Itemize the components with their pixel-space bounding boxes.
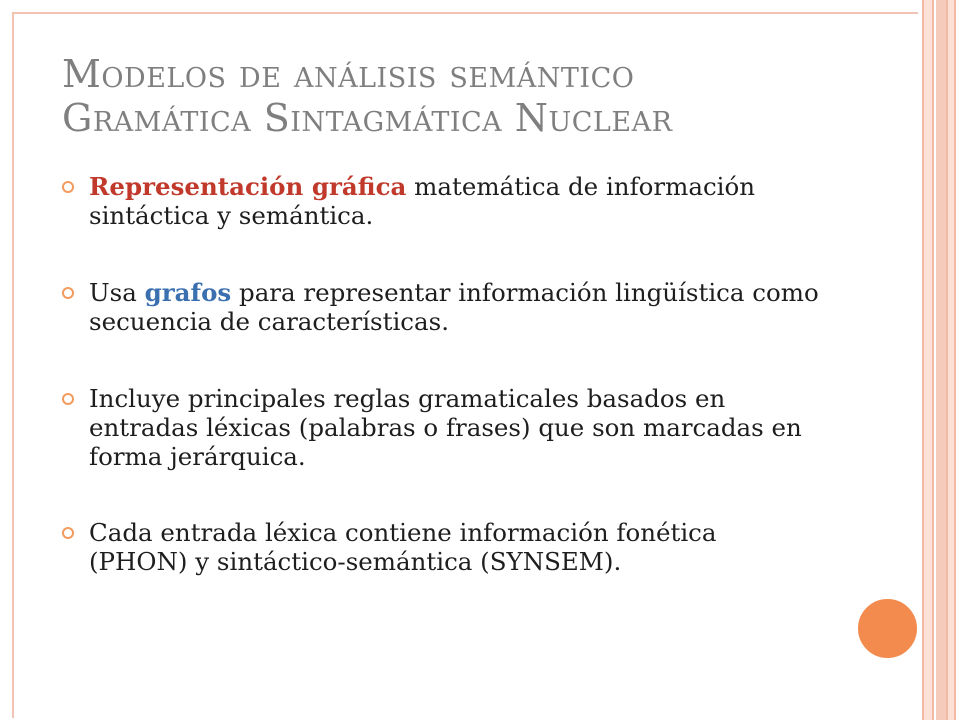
bullet-prefix: Usa [89, 278, 145, 307]
bullet-ring-icon [62, 527, 74, 539]
bullet-text: para representar información lingüística como secuencia de características. [89, 278, 819, 336]
bullet-ring-icon [62, 393, 74, 405]
bullet-ring-icon [62, 287, 74, 299]
title-line-1: Modelos de análisis semántico [62, 52, 635, 96]
bullet-text: Incluye principales reglas gramaticales basados en entradas léxicas (palabras o frases) que son marcadas en forma jerárquica. [89, 384, 802, 471]
bullet-list [62, 172, 822, 624]
bullet-item [62, 384, 822, 471]
bullet-ring-icon [62, 181, 74, 193]
bullet-emphasis: grafos [144, 278, 232, 307]
bullet-emphasis: Representación gráfica [89, 172, 407, 201]
decorative-stripes [918, 0, 960, 720]
bullet-item [62, 518, 822, 576]
title-line-2: Gramática Sintagmática Nuclear [62, 96, 673, 140]
bullet-text: matemática de información sintáctica y semántica. [89, 172, 756, 230]
bullet-item [62, 172, 822, 230]
bullet-item [62, 278, 822, 336]
slide-title [62, 52, 842, 140]
decorative-circle [856, 597, 919, 660]
bullet-text: Cada entrada léxica contiene información fonética (PHON) y sintáctico-semántica (SYNSEM). [89, 518, 717, 576]
